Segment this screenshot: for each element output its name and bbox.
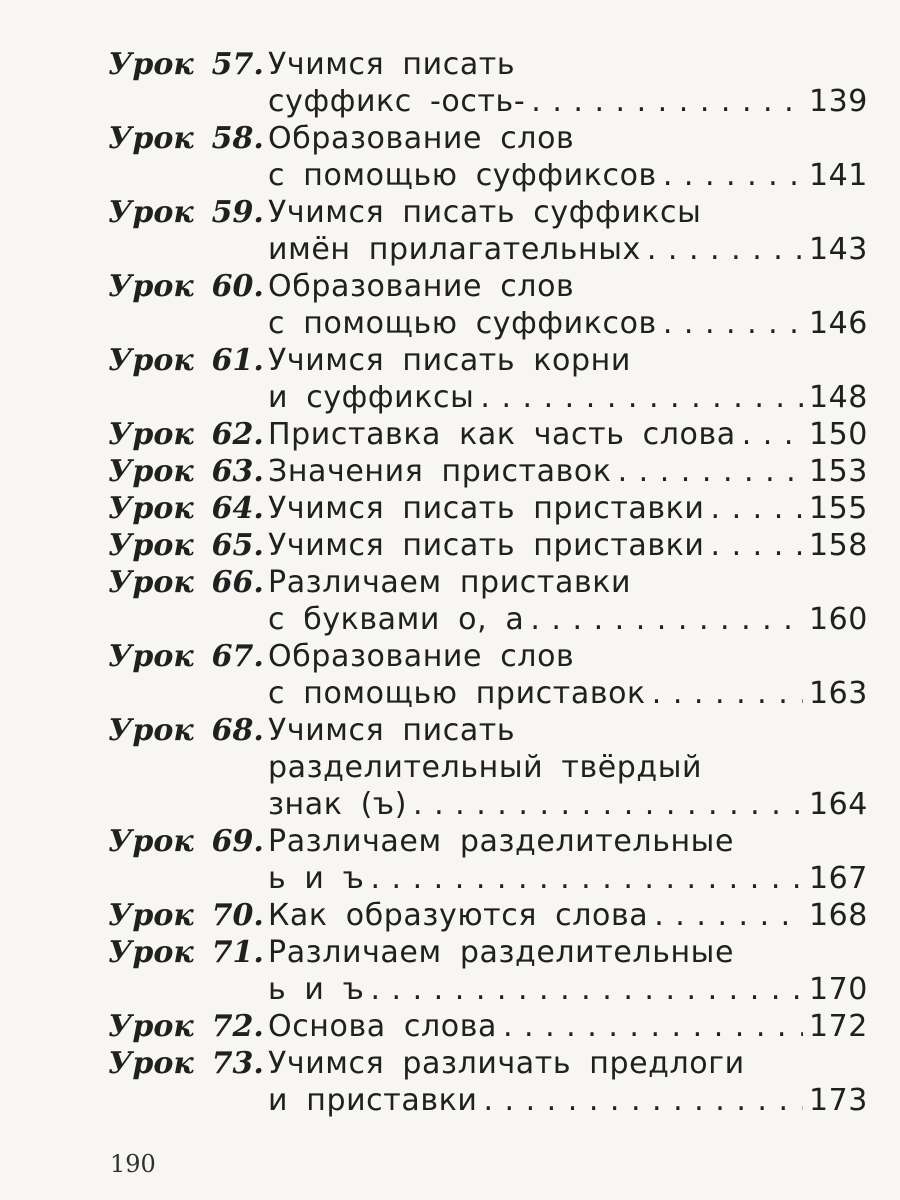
toc-entry [108, 1045, 868, 1119]
toc-entry-line [108, 490, 868, 527]
lesson-page-number[interactable]: 158 [808, 528, 868, 563]
lesson-number: 60. [211, 269, 264, 304]
toc-entry-line [108, 1082, 868, 1119]
lesson-page-number[interactable]: 173 [808, 1083, 868, 1118]
toc-entry [108, 1008, 868, 1045]
lesson-label [108, 453, 268, 490]
lesson-title-text: Образование слов [268, 269, 575, 304]
lesson-number: 59. [211, 195, 264, 230]
lesson-label [108, 564, 268, 601]
lesson-title-line [268, 749, 868, 786]
toc-entry-line [108, 305, 868, 342]
toc-entry-line [108, 823, 868, 860]
dot-leader [652, 675, 803, 712]
lesson-title-line [268, 601, 868, 638]
lesson-word: Урок [108, 1009, 194, 1044]
toc-entry-line [108, 157, 868, 194]
lesson-word: Урок [108, 935, 194, 970]
lesson-title-line [268, 83, 868, 120]
lesson-number: 67. [211, 639, 264, 674]
lesson-number: 61. [211, 343, 264, 378]
toc-entry [108, 712, 868, 823]
toc-entry-line [108, 46, 868, 83]
toc-entry-line [108, 638, 868, 675]
lesson-title-text: Приставка как часть слова [268, 417, 736, 452]
dot-leader [370, 971, 802, 1008]
lesson-title-text: Учимся писать [268, 47, 516, 82]
table-of-contents [108, 46, 868, 1119]
lesson-label [108, 823, 268, 860]
lesson-label [108, 934, 268, 971]
lesson-title-line [268, 46, 868, 83]
lesson-page-number[interactable]: 153 [808, 454, 868, 489]
dot-leader [370, 860, 802, 897]
toc-entry [108, 46, 868, 120]
lesson-word: Урок [108, 898, 194, 933]
toc-entry-line [108, 1008, 868, 1045]
toc-entry [108, 268, 868, 342]
page-number: 190 [110, 1150, 156, 1178]
lesson-word: Урок [108, 269, 194, 304]
lesson-word: Урок [108, 343, 194, 378]
lesson-title-text: Основа слова [268, 1009, 497, 1044]
lesson-label [108, 46, 268, 83]
toc-entry-line [108, 675, 868, 712]
lesson-title-text: Различаем разделительные [268, 935, 735, 970]
lesson-title-text: Учимся писать приставки [268, 528, 705, 563]
lesson-title-line [268, 527, 868, 564]
lesson-title-line [268, 231, 868, 268]
lesson-label [108, 897, 268, 934]
toc-entry-line [108, 120, 868, 157]
toc-entry [108, 120, 868, 194]
dot-leader [663, 305, 803, 342]
lesson-title-line [268, 342, 868, 379]
lesson-word: Урок [108, 195, 194, 230]
lesson-label [108, 1045, 268, 1082]
lesson-title-text: с буквами о, а [268, 602, 525, 637]
toc-entry-line [108, 860, 868, 897]
lesson-number: 72. [211, 1009, 264, 1044]
lesson-title-line [268, 638, 868, 675]
lesson-title-text: с помощью суффиксов [268, 306, 657, 341]
toc-entry-line [108, 601, 868, 638]
lesson-title-text: Образование слов [268, 121, 575, 156]
lesson-title-line [268, 268, 868, 305]
lesson-title-line [268, 379, 868, 416]
toc-entry [108, 897, 868, 934]
lesson-title-line [268, 120, 868, 157]
lesson-number: 64. [211, 491, 264, 526]
lesson-word: Урок [108, 713, 194, 748]
toc-entry-line [108, 342, 868, 379]
lesson-title-text: разделительный твёрдый [268, 750, 703, 785]
lesson-word: Урок [108, 528, 194, 563]
dot-leader [711, 527, 803, 564]
toc-entry-line [108, 453, 868, 490]
lesson-title-line [268, 157, 868, 194]
lesson-title-line [268, 194, 868, 231]
lesson-number: 70. [211, 898, 264, 933]
lesson-word: Урок [108, 47, 194, 82]
toc-entry-line [108, 897, 868, 934]
lesson-title-line [268, 823, 868, 860]
lesson-title-text: Учимся различать предлоги [268, 1046, 745, 1081]
lesson-number: 66. [211, 565, 264, 600]
lesson-number: 69. [211, 824, 264, 859]
lesson-title-line [268, 490, 868, 527]
toc-entry-line [108, 971, 868, 1008]
toc-entry [108, 194, 868, 268]
lesson-number: 63. [211, 454, 264, 489]
lesson-title-text: и суффиксы [268, 380, 475, 415]
lesson-title-line [268, 712, 868, 749]
lesson-word: Урок [108, 824, 194, 859]
lesson-label [108, 712, 268, 749]
toc-entry [108, 638, 868, 712]
lesson-label [108, 416, 268, 453]
lesson-word: Урок [108, 565, 194, 600]
lesson-title-text: Учимся писать [268, 713, 516, 748]
dot-leader [530, 601, 803, 638]
dot-leader [413, 786, 803, 823]
toc-entry-line [108, 416, 868, 453]
lesson-word: Урок [108, 491, 194, 526]
lesson-page-number[interactable]: 164 [808, 787, 868, 822]
lesson-title-text: знак (ъ) [268, 787, 408, 822]
lesson-title-line [268, 305, 868, 342]
lesson-number: 65. [211, 528, 264, 563]
lesson-page-number[interactable]: 139 [808, 84, 868, 119]
dot-leader [647, 231, 803, 268]
lesson-title-text: ь и ъ [268, 972, 365, 1007]
lesson-title-text: Образование слов [268, 639, 575, 674]
lesson-label [108, 194, 268, 231]
dot-leader [663, 157, 803, 194]
lesson-title-line [268, 786, 868, 823]
lesson-title-line [268, 675, 868, 712]
lesson-title-text: Учимся писать суффиксы [268, 195, 702, 230]
lesson-title-text: с помощью приставок [268, 676, 646, 711]
lesson-title-line [268, 934, 868, 971]
toc-entry-line [108, 527, 868, 564]
toc-entry [108, 934, 868, 1008]
lesson-label [108, 490, 268, 527]
lesson-page-number[interactable]: 172 [808, 1009, 868, 1044]
lesson-title-text: ь и ъ [268, 861, 365, 896]
toc-entry-line [108, 712, 868, 749]
dot-leader [483, 1082, 802, 1119]
lesson-title-text: Как образуются слова [268, 898, 649, 933]
lesson-word: Урок [108, 121, 194, 156]
toc-entry-line [108, 194, 868, 231]
lesson-word: Урок [108, 639, 194, 674]
lesson-page-number[interactable]: 155 [808, 491, 868, 526]
lesson-label [108, 1008, 268, 1045]
lesson-page-number[interactable]: 168 [808, 898, 868, 933]
lesson-title-text: с помощью суффиксов [268, 158, 657, 193]
lesson-page-number[interactable]: 160 [808, 602, 868, 637]
lesson-title-line [268, 453, 868, 490]
toc-entry [108, 527, 868, 564]
lesson-word: Урок [108, 454, 194, 489]
toc-entry [108, 342, 868, 416]
lesson-page-number[interactable]: 143 [808, 232, 868, 267]
lesson-title-text: Учимся писать приставки [268, 491, 705, 526]
lesson-word: Урок [108, 1046, 194, 1081]
lesson-title-line [268, 897, 868, 934]
lesson-word: Урок [108, 417, 194, 452]
toc-entry-line [108, 1045, 868, 1082]
dot-leader [711, 490, 803, 527]
lesson-number: 71. [211, 935, 264, 970]
toc-entry-line [108, 786, 868, 823]
lesson-page-number[interactable]: 148 [808, 380, 868, 415]
lesson-title-line [268, 1045, 868, 1082]
lesson-title-text: и приставки [268, 1083, 478, 1118]
lesson-number: 73. [211, 1046, 264, 1081]
lesson-page-number[interactable]: 163 [808, 676, 868, 711]
dot-leader [742, 416, 803, 453]
lesson-title-line [268, 1008, 868, 1045]
lesson-label [108, 268, 268, 305]
lesson-page-number[interactable]: 167 [808, 861, 868, 896]
lesson-page-number[interactable]: 170 [808, 972, 868, 1007]
lesson-page-number[interactable]: 141 [808, 158, 868, 193]
toc-entry [108, 416, 868, 453]
lesson-number: 68. [211, 713, 264, 748]
lesson-title-text: имён прилагательных [268, 232, 641, 267]
toc-entry-line [108, 268, 868, 305]
dot-leader [654, 897, 803, 934]
toc-entry [108, 490, 868, 527]
lesson-title-text: Учимся писать корни [268, 343, 631, 378]
dot-leader [531, 83, 803, 120]
lesson-number: 58. [211, 121, 264, 156]
lesson-title-line [268, 416, 868, 453]
lesson-page-number[interactable]: 146 [808, 306, 868, 341]
lesson-number: 62. [211, 417, 264, 452]
toc-entry-line [108, 749, 868, 786]
lesson-title-line [268, 564, 868, 601]
lesson-title-text: Различаем приставки [268, 565, 632, 600]
toc-entry [108, 823, 868, 897]
toc-entry [108, 564, 868, 638]
toc-entry-line [108, 379, 868, 416]
toc-entry-line [108, 934, 868, 971]
toc-entry-line [108, 83, 868, 120]
lesson-title-text: суффикс -ость- [268, 84, 526, 119]
toc-entry [108, 453, 868, 490]
lesson-label [108, 527, 268, 564]
lesson-number: 57. [211, 47, 264, 82]
lesson-title-text: Значения приставок [268, 454, 612, 489]
lesson-page-number[interactable]: 150 [808, 417, 868, 452]
lesson-label [108, 638, 268, 675]
lesson-title-line [268, 860, 868, 897]
dot-leader [503, 1008, 803, 1045]
dot-leader [480, 379, 803, 416]
toc-entry-line [108, 564, 868, 601]
dot-leader [618, 453, 803, 490]
lesson-title-text: Различаем разделительные [268, 824, 735, 859]
lesson-label [108, 342, 268, 379]
lesson-label [108, 120, 268, 157]
toc-entry-line [108, 231, 868, 268]
lesson-title-line [268, 1082, 868, 1119]
lesson-title-line [268, 971, 868, 1008]
